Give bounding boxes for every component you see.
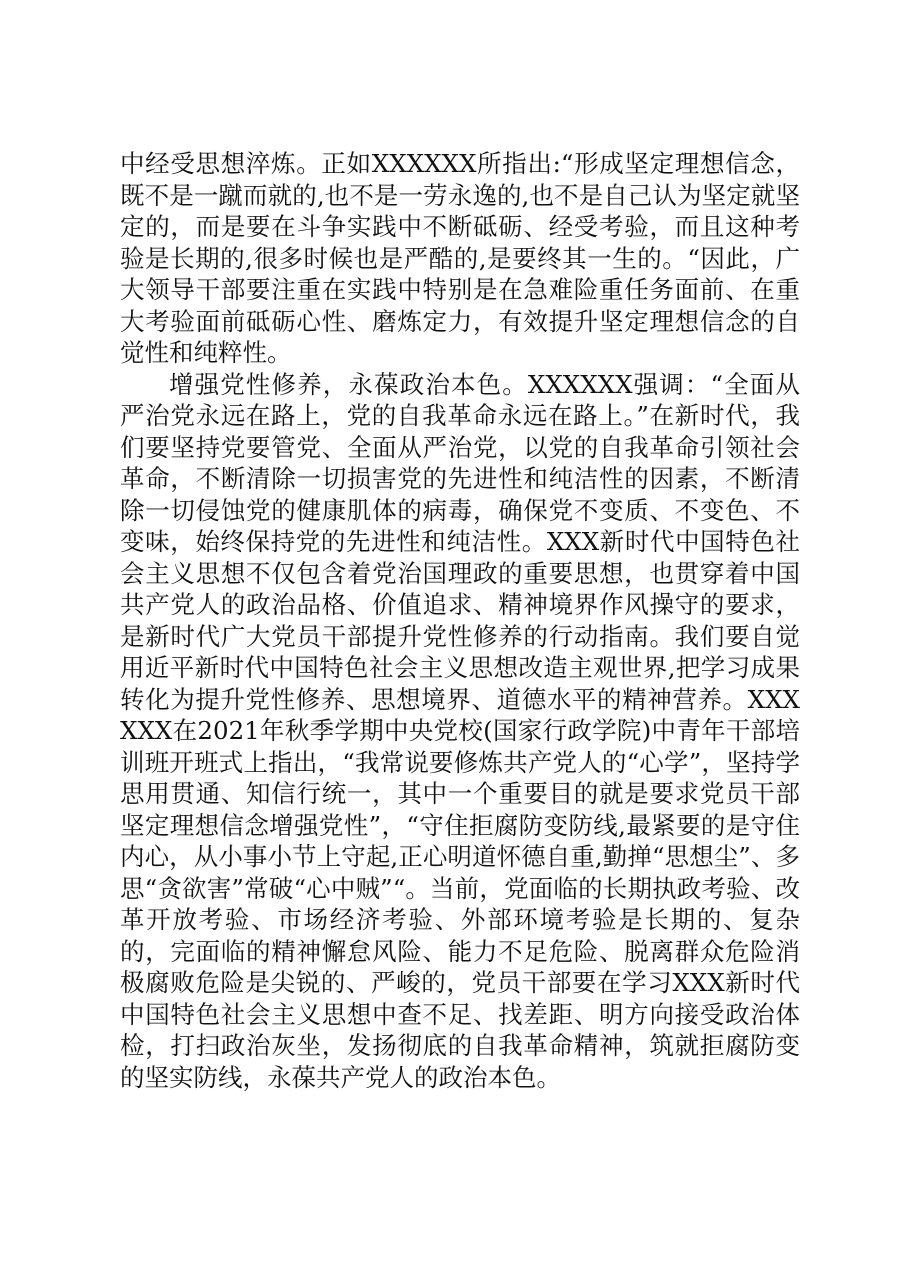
- paragraph-1: 中经受思想淬炼。正如XXXXXX所指出:“形成坚定理想信念，既不是一蹴而就的,也不是一劳永逸的,也不是自己认为坚定就坚定的，而是要在斗争实践中不断砥砺、经受考验，而且这种考验是长期的,很多时候也是严酷的,是要终其一生的。“因此，广大领导干部要注重在实践中特别是在急难险重任务面前、在重大考验面前砥砺心性、磨炼定力，有效提升坚定理想信念的自觉性和纯粹性。: [120, 149, 800, 367]
- document-page: [120, 148, 800, 1093]
- paragraph-2: 增强党性修养，永葆政治本色。XXXXXX强调：“全面从严治党永远在路上，党的自我革命永远在路上。”在新时代，我们要坚持党要管党、全面从严治党，以党的自我革命引领社会革命，不断清除一切损害党的先进性和纯洁性的因素，不断清除一切侵蚀党的健康肌体的病毒，确保党不变质、不变色、不变味，始终保持党的先进性和纯洁性。XXX新时代中国特色社会主义思想不仅包含着党治国理政的重要思想，也贯穿着中国共产党人的政治品格、价值追求、精神境界作风操守的要求，是新时代广大党员干部提升党性修养的行动指南。我们要自觉用近平新时代中国特色社会主义思想改造主观世界,把学习成果转化为提升党性修养、思想境界、道德水平的精神营养。XXXXXX在2021年秋季学期中央党校(国家行政学院)中青年干部培训班开班式上指出，“我常说要修炼共产党人的“心学”，坚持学思用贯通、知信行统一，其中一个重要目的就是要求党员干部坚定理想信念增强党性”，“守住拒腐防变防线,最紧要的是守住内心，从小事小节上守起,正心明道怀德自重,勤掸“思想尘”、多思“贪欲害”常破“心中贼”“。当前，党面临的长期执政考验、改革开放考验、市场经济考验、外部环境考验是长期的、复杂的，完面临的精神懈怠风险、能力不足危险、脱离群众危险消极腐败危险是尖锐的、严峻的，党员干部要在学习XXX新时代中国特色社会主义思想中查不足、找差距、明方向接受政治体检，打扫政治灰坐，发扬彻底的自我革命精神，筑就拒腐防变的坚实防线，永葆共产党人的政治本色。: [120, 369, 800, 1092]
